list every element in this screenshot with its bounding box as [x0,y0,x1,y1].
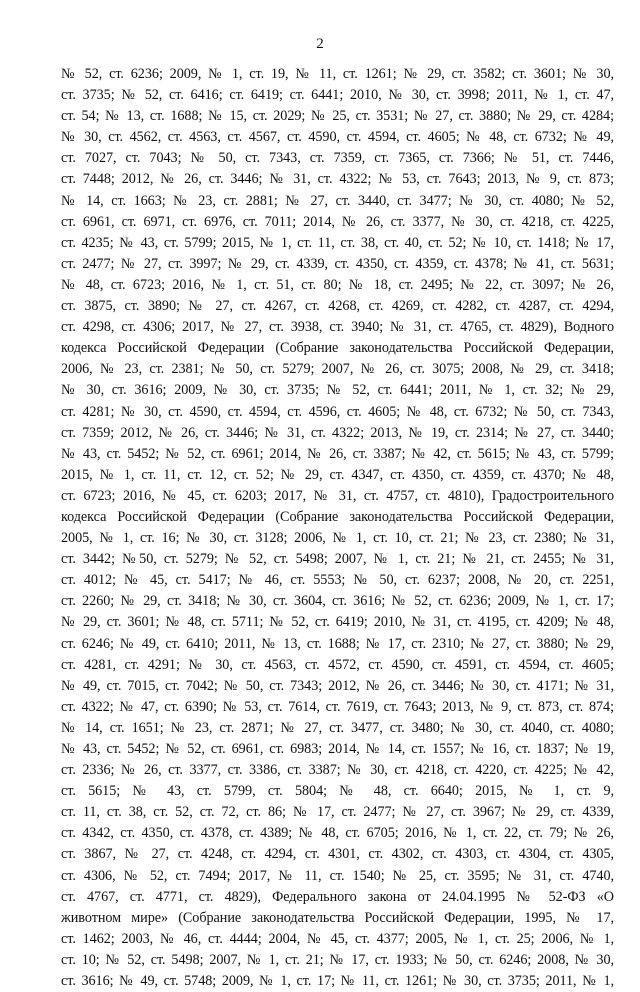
text-line: ст. 11, ст. 38, ст. 52, ст. 72, ст. 86; № 17, ст. 2477; № 27, ст. 3967; № 29, ст. 4339, [61,804,614,821]
text-line: ст. 3867, № 27, ст. 4248, ст. 4294, ст. 4301, ст. 4302, ст. 4303, ст. 4304, ст. 4305, [61,846,614,863]
text-line: ст. 7027, ст. 7043; № 50, ст. 7343, ст. 7359, ст. 7365, ст. 7366; № 51, ст. 7446, [61,150,614,167]
text-line: № 29, ст. 3601; № 48, ст. 5711; № 52, ст. 6419; 2010, № 31, ст. 4195, ст. 4209; № 48, [61,614,614,631]
text-line: ст. 4012; № 45, ст. 5417; № 46, ст. 5553; № 50, ст. 6237; 2008, № 20, ст. 2251, [61,572,614,589]
text-line: 2006, № 23, ст. 2381; № 50, ст. 5279; 2007, № 26, ст. 3075; 2008, № 29, ст. 3418; [61,361,614,378]
text-line: ст. 3735; № 52, ст. 6416; ст. 6419; ст. 6441; 2010, № 30, ст. 3998; 2011, № 1, ст. 47, [61,87,614,104]
text-line: ст. 1462; 2003, № 46, ст. 4444; 2004, № 45, ст. 4377; 2005, № 1, ст. 25; 2006, № 1, [61,930,614,947]
text-line: № 52, ст. 6236; 2009, № 1, ст. 19, № 11, ст. 1261; № 29, ст. 3582; ст. 3601; № 30, [61,66,614,82]
text-line: ст. 3442; №50, ст. 5279; № 52, ст. 5498; 2007, № 1, ст. 21; № 21, ст. 2455; № 31, [61,551,614,568]
text-line: ст. 2477; № 27, ст. 3997; № 29, ст. 4339, ст. 4350, ст. 4359, ст. 4378; № 41, ст. 5631; [61,255,614,272]
text-line: № 30, ст. 3616; 2009, № 30, ст. 3735; № 52, ст. 6441; 2011, № 1, ст. 32; № 29, [61,382,614,399]
text-line: № 43, ст. 5452; № 52, ст. 6961, ст. 6983; 2014, № 14, ст. 1557; № 16, ст. 1837; № 19, [61,741,614,757]
text-line: ст. 6246; № 49, ст. 6410; 2011, № 13, ст. 1688; № 17, ст. 2310; № 27, ст. 3880; № 29, [61,635,614,652]
text-line: 2005, № 1, ст. 16; № 30, ст. 3128; 2006, № 1, ст. 10, ст. 21; № 23, ст. 2380; № 31, [61,530,614,547]
text-line: № 14, ст. 1651; № 23, ст. 2871; № 27, ст. 3477, ст. 3480; № 30, ст. 4040, ст. 4080; [61,719,614,736]
text-line: кодекса Российской Федерации (Собрание законодательства Российской Федерации, [61,340,614,357]
text-line: ст. 3875, ст. 3890; № 27, ст. 4267, ст. 4268, ст. 4269, ст. 4282, ст. 4287, ст. 4294, [61,298,614,315]
text-line: № 43, ст. 5452; № 52, ст. 6961; 2014, № 26, ст. 3387; № 42, ст. 5615; № 43, ст. 5799; [61,445,614,462]
page-number: 2 [316,36,324,52]
text-line: ст. 54; № 13, ст. 1688; № 15, ст. 2029; № 25, ст. 3531; № 27, ст. 3880; № 29, ст. 4284; [61,108,614,125]
text-line: кодекса Российской Федерации (Собрание законодательства Российской Федерации, [61,508,614,525]
text-line: ст. 7359; 2012, № 26, ст. 3446; № 31, ст. 4322; 2013, № 19, ст. 2314; № 27, ст. 3440; [61,424,614,441]
text-line: ст. 4306, № 52, ст. 7494; 2017, № 11, ст. 1540; № 25, ст. 3595; № 31, ст. 4740, [61,867,614,884]
text-line: ст. 4322; № 47, ст. 6390; № 53, ст. 7614, ст. 7619, ст. 7643; 2013, № 9, ст. 873, ст. 874; [61,698,614,715]
text-line: № 49, ст. 7015, ст. 7042; № 50, ст. 7343; 2012, № 26, ст. 3446; № 30, ст. 4171; № 31, [61,677,614,694]
text-line: ст. 6723; 2016, № 45, ст. 6203; 2017, № 31, ст. 4757, ст. 4810), Градостроительного [61,487,614,504]
text-line: ст. 2336; № 26, ст. 3377, ст. 3386, ст. 3387; № 30, ст. 4218, ст. 4220, ст. 4225; № 42, [61,762,614,779]
text-line: ст. 4298, ст. 4306; 2017, № 27, ст. 3938, ст. 3940; № 31, ст. 4765, ст. 4829), Водного [61,319,614,336]
text-line: ст. 4281, ст. 4291; № 30, ст. 4563, ст. 4572, ст. 4590, ст. 4591, ст. 4594, ст. 4605; [61,656,614,673]
text-line: 2015, № 1, ст. 11, ст. 12, ст. 52; № 29, ст. 4347, ст. 4350, ст. 4359, ст. 4370; № 48, [61,466,614,483]
text-line: животном мире» (Собрание законодательства Российской Федерации, 1995, № 17, [61,909,614,926]
text-line: ст. 10; № 52, ст. 5498; 2007, № 1, ст. 21; № 17, ст. 1933; № 50, ст. 6246; 2008, № 30, [61,951,614,968]
text-line: ст. 3616; № 49, ст. 5748; 2009, № 1, ст. 17; № 11, ст. 1261; № 30, ст. 3735; 2011, № 1, [61,973,614,990]
text-line: ст. 4342, ст. 4350, ст. 4378, ст. 4389; № 48, ст. 6705; 2016, № 1, ст. 22, ст. 79; № 26, [61,825,614,842]
text-line: № 30, ст. 4562, ст. 4563, ст. 4567, ст. 4590, ст. 4594, ст. 4605; № 48, ст. 6732; № 49, [61,129,614,146]
text-line: ст. 4281; № 30, ст. 4590, ст. 4594, ст. 4596, ст. 4605; № 48, ст. 6732; № 50, ст. 7343, [61,403,614,420]
text-line: ст. 7448; 2012, № 26, ст. 3446; № 31, ст. 4322; № 53, ст. 7643; 2013, № 9, ст. 873; [61,171,614,188]
text-line: № 48, ст. 6723; 2016, № 1, ст. 51, ст. 80; № 18, ст. 2495; № 22, ст. 3097; № 26, [61,276,614,293]
text-line: ст. 2260; № 29, ст. 3418; № 30, ст. 3604, ст. 3616; № 52, ст. 6236; 2009, № 1, ст. 17; [61,593,614,610]
text-line: № 14, ст. 1663; № 23, ст. 2881; № 27, ст. 3440, ст. 3477; № 30, ст. 4080; № 52, [61,192,614,209]
body-text [61,64,614,992]
text-line: ст. 5615; № 43, ст. 5799, ст. 5804; № 48, ст. 6640; 2015, № 1, ст. 9, [61,783,614,800]
text-line: ст. 6961, ст. 6971, ст. 6976, ст. 7011; 2014, № 26, ст. 3377, № 30, ст. 4218, ст. 4225, [61,213,614,230]
text-line: ст. 4235; № 43, ст. 5799; 2015, № 1, ст. 11, ст. 38, ст. 40, ст. 52; № 10, ст. 1418; № 17, [61,234,614,251]
text-line: ст. 4767, ст. 4771, ст. 4829), Федерального закона от 24.04.1995 № 52-ФЗ «О [61,888,614,905]
